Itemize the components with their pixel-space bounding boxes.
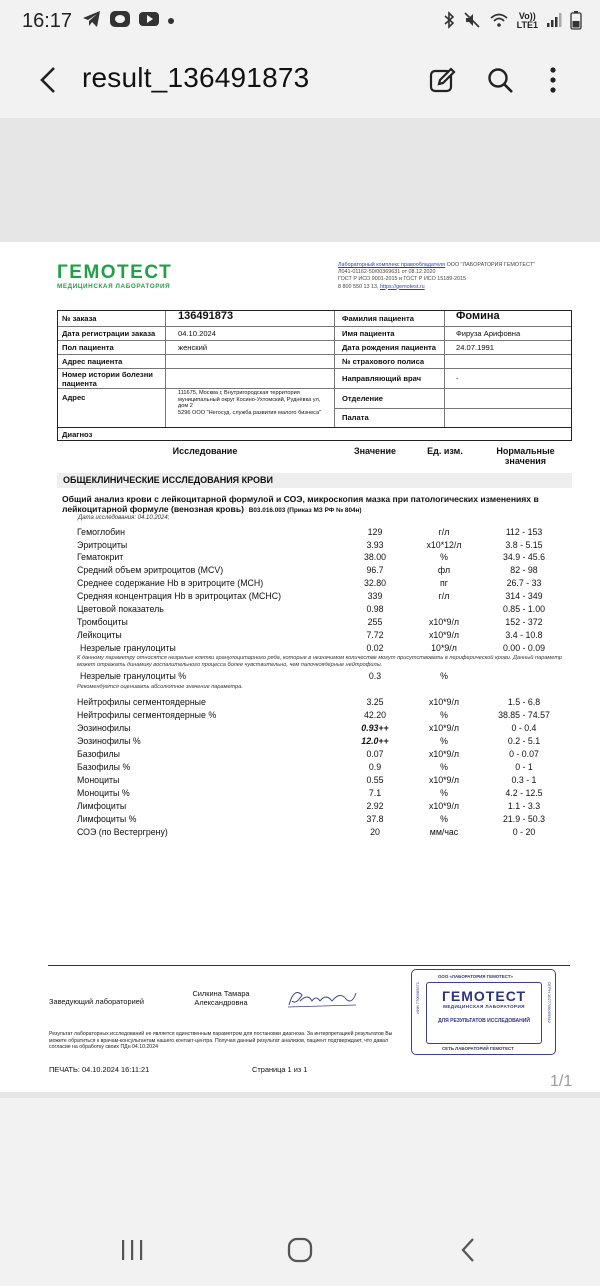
panel-title: Общий анализ крови с лейкоцитарной формулой и СОЭ, микроскопия мазка при патологических изменениях в лейкоцитарной формуле (венозная кровь) В03.016.003 (Приказ МЗ РФ № 804н) [62, 494, 539, 514]
absolute-value-note: Рекомендуется оценивать абсолютное значение параметра. [77, 684, 243, 690]
order-number: 136491873 [178, 310, 234, 322]
result-row: Моноциты 0.55 x10*9/л 0.3 - 1 [77, 775, 537, 785]
recent-apps-button[interactable] [112, 1230, 152, 1270]
result-row: Гемоглобин 129 г/л 112 - 153 [77, 527, 543, 537]
study-date: Дата исследования: 04.10.2024; [78, 515, 170, 521]
status-bar [0, 0, 600, 44]
result-row: Незрелые гранулоциты % 0.3 % [80, 671, 448, 681]
result-row: Средний объем эритроцитов (MCV) 96.7 фл 82 - 98 [77, 565, 538, 575]
mute-icon [463, 11, 481, 32]
home-button[interactable] [280, 1230, 320, 1270]
result-row-flagged: Эозинофилы 0.93++ x10*9/л 0 - 0.4 [77, 723, 537, 733]
logo-main-text: ГЕМОТЕСТ [57, 262, 173, 283]
result-row: Гематокрит 38.00 % 34.9 - 45.6 [77, 552, 546, 562]
search-button[interactable] [482, 62, 518, 98]
license-info: Лабораторный комплекс правообладателя ООО "ЛАБОРАТОРИЯ ГЕМОТЕСТ" Л041-01162-50/00369631 от 08.12.2020 ГОСТ Р ИСО 9001-2015 и ГОСТ Р ИСО 15189-2015 8 800 550 13 13, https://gemotest.ru [338, 262, 535, 290]
app-top-bar [0, 44, 600, 118]
panel-code: В03.016.003 (Приказ МЗ РФ № 804н) [248, 507, 362, 514]
search-icon [485, 65, 515, 95]
edit-icon [427, 65, 457, 95]
organization-value: 5296 ООО "Негосуд. служба развития малого бизнеса" [178, 410, 322, 416]
logo-sub-text: МЕДИЦИНСКАЯ ЛАБОРАТОРИЯ [57, 283, 171, 290]
back-nav-button[interactable] [448, 1230, 488, 1270]
notification-dot-icon [167, 12, 175, 30]
result-row: Базофилы 0.07 x10*9/л 0 - 0.07 [77, 749, 539, 759]
footer-divider [48, 965, 570, 966]
diagnosis-row: Диагноз [57, 428, 572, 441]
edit-button[interactable] [424, 62, 460, 98]
result-row: Эритроциты 3.93 x10*12/л 3.8 - 5.15 [77, 540, 543, 550]
back-chevron-icon [458, 1236, 478, 1264]
volte-label: Vo)) [518, 11, 536, 21]
col-ref: Нормальные значения [496, 446, 555, 466]
more-options-button[interactable] [535, 62, 571, 98]
address-value: 111675, Москва г, Внутригородская территория муниципальный округ Косино-Ухтомский, Руднёвка ул, дом 2 [178, 390, 321, 410]
result-row: Среднее содержание Hb в эритроците (MCH) 32.80 пг 26.7 - 33 [77, 578, 542, 588]
result-row: СОЭ (по Вестергрену) 20 мм/час 0 - 20 [77, 827, 536, 837]
more-vertical-icon [549, 66, 557, 94]
page-counter: 1/1 [550, 1073, 573, 1090]
bluetooth-icon [443, 11, 455, 32]
result-row: Цветовой показатель 0.98 0.85 - 1.00 [77, 604, 546, 614]
print-timestamp: ПЕЧАТЬ: 04.10.2024 16:11:21 [49, 1065, 150, 1074]
disclaimer-text: Результат лабораторных исследований не является единственным параметром для постановки диагноза. За интерпретацией результатов Вы можете обратиться к врачам-консультантам нашего контакт-центра. Получая данный результат анализов, пациент подтверждает, что давал согласие на обработку своих ПДн 04.10.2024 [49, 1031, 393, 1051]
signal-icon [546, 12, 562, 31]
patient-surname: Фомина [456, 310, 500, 322]
network-indicator [517, 12, 538, 30]
col-unit: Ед. изм. [427, 446, 463, 456]
result-row-flagged: Эозинофилы % 12.0++ % 0.2 - 5.1 [77, 736, 541, 746]
back-arrow-icon [38, 65, 58, 95]
signature-image [286, 983, 358, 1011]
result-row: Незрелые гранулоциты 0.02 10*9/л 0.00 - 0.09 [80, 643, 546, 653]
section-title: ОБЩЕКЛИНИЧЕСКИЕ ИССЛЕДОВАНИЯ КРОВИ [57, 473, 572, 488]
flagged-value: 12.0++ [361, 736, 389, 746]
lab-stamp: ООО «ЛАБОРАТОРИЯ ГЕМОТЕСТ» ИНН 7706983571 ОГРН 1027709009542 ГЕМОТЕСТ МЕДИЦИНСКАЯ ЛАБОРАТОРИЯ ДЛЯ РЕЗУЛЬТАТОВ ИССЛЕДОВАНИЙ СЕТЬ ЛАБОРАТОРИЙ ГЕМОТЕСТ [411, 969, 556, 1055]
lte-label: LTE1 [516, 20, 538, 30]
result-row: Средняя концентрация Hb в эритроцитах (MCHC) 339 г/л 314 - 349 [77, 591, 543, 601]
head-of-lab-label: Заведующий лабораторией [49, 997, 145, 1006]
site-link[interactable]: https://gemotest.ru [379, 283, 425, 290]
battery-icon [570, 10, 582, 33]
lab-logo [57, 264, 217, 290]
result-row: Моноциты % 7.1 % 4.2 - 12.5 [77, 788, 543, 798]
col-value: Значение [353, 446, 397, 456]
result-row: Лимфоциты 2.92 x10*9/л 1.1 - 3.3 [77, 801, 541, 811]
pdf-page[interactable] [0, 242, 600, 1092]
back-button[interactable] [30, 62, 66, 98]
patient-info-table: № заказа 136491873 Фамилия пациента Фомина Дата регистрации заказа 04.10.2024 Имя пациента Фируза Арифовна Пол пациента женский Дата рождения пациента 24.07.1991 Адрес пациента № страхового полиса Номер истории болезни пациента Направляющий врач - Адрес 111675, Москва г, Внутригородская территория муниципальный округ Косино-Ухтомский, Руднёвка ул, дом 2 5296 ООО "Негосуд. служба развития малого бизнеса" Отделение Палата [57, 310, 572, 428]
document-title: result_136491873 [82, 62, 310, 93]
result-row: Базофилы % 0.9 % 0 - 1 [77, 762, 533, 772]
page-number: Страница 1 из 1 [252, 1065, 308, 1074]
result-row: Нейтрофилы сегментоядерные 3.25 x10*9/л 1.5 - 6.8 [77, 697, 541, 707]
flagged-value: 0.93++ [361, 723, 389, 733]
vk-video-icon [109, 9, 131, 34]
system-nav-bar [0, 1200, 600, 1286]
head-of-lab-name: Силкина Тамара Александровна [192, 989, 250, 1007]
telegram-icon [82, 10, 102, 33]
youtube-icon [138, 10, 160, 33]
result-row: Нейтрофилы сегментоядерные % 42.20 % 38.85 - 74.57 [77, 710, 550, 720]
recent-apps-icon [119, 1238, 145, 1262]
license-link[interactable]: Лабораторный комплекс правообладателя [338, 262, 446, 268]
wifi-icon [489, 12, 509, 31]
immature-granulocytes-note: К данному параметру относятся незрелые клетки гранулоцитарного ряда, которые в незначимом количестве могут присутствовать в периферической крови. Данный параметр может отражать динамику воспалительного процесса более чувствительно, чем палочкоядерные нейтрофилы. [77, 655, 563, 668]
result-row: Лимфоциты % 37.8 % 21.9 - 50.3 [77, 814, 546, 824]
system-indicators [443, 10, 582, 32]
col-test: Исследование [172, 446, 238, 456]
status-time: 16:17 [22, 10, 73, 32]
result-row: Тромбоциты 255 x10*9/л 152 - 372 [77, 617, 543, 627]
notification-icons [82, 11, 175, 31]
result-row: Лейкоциты 7.72 x10*9/л 3.4 - 10.8 [77, 630, 543, 640]
home-icon [286, 1237, 314, 1263]
